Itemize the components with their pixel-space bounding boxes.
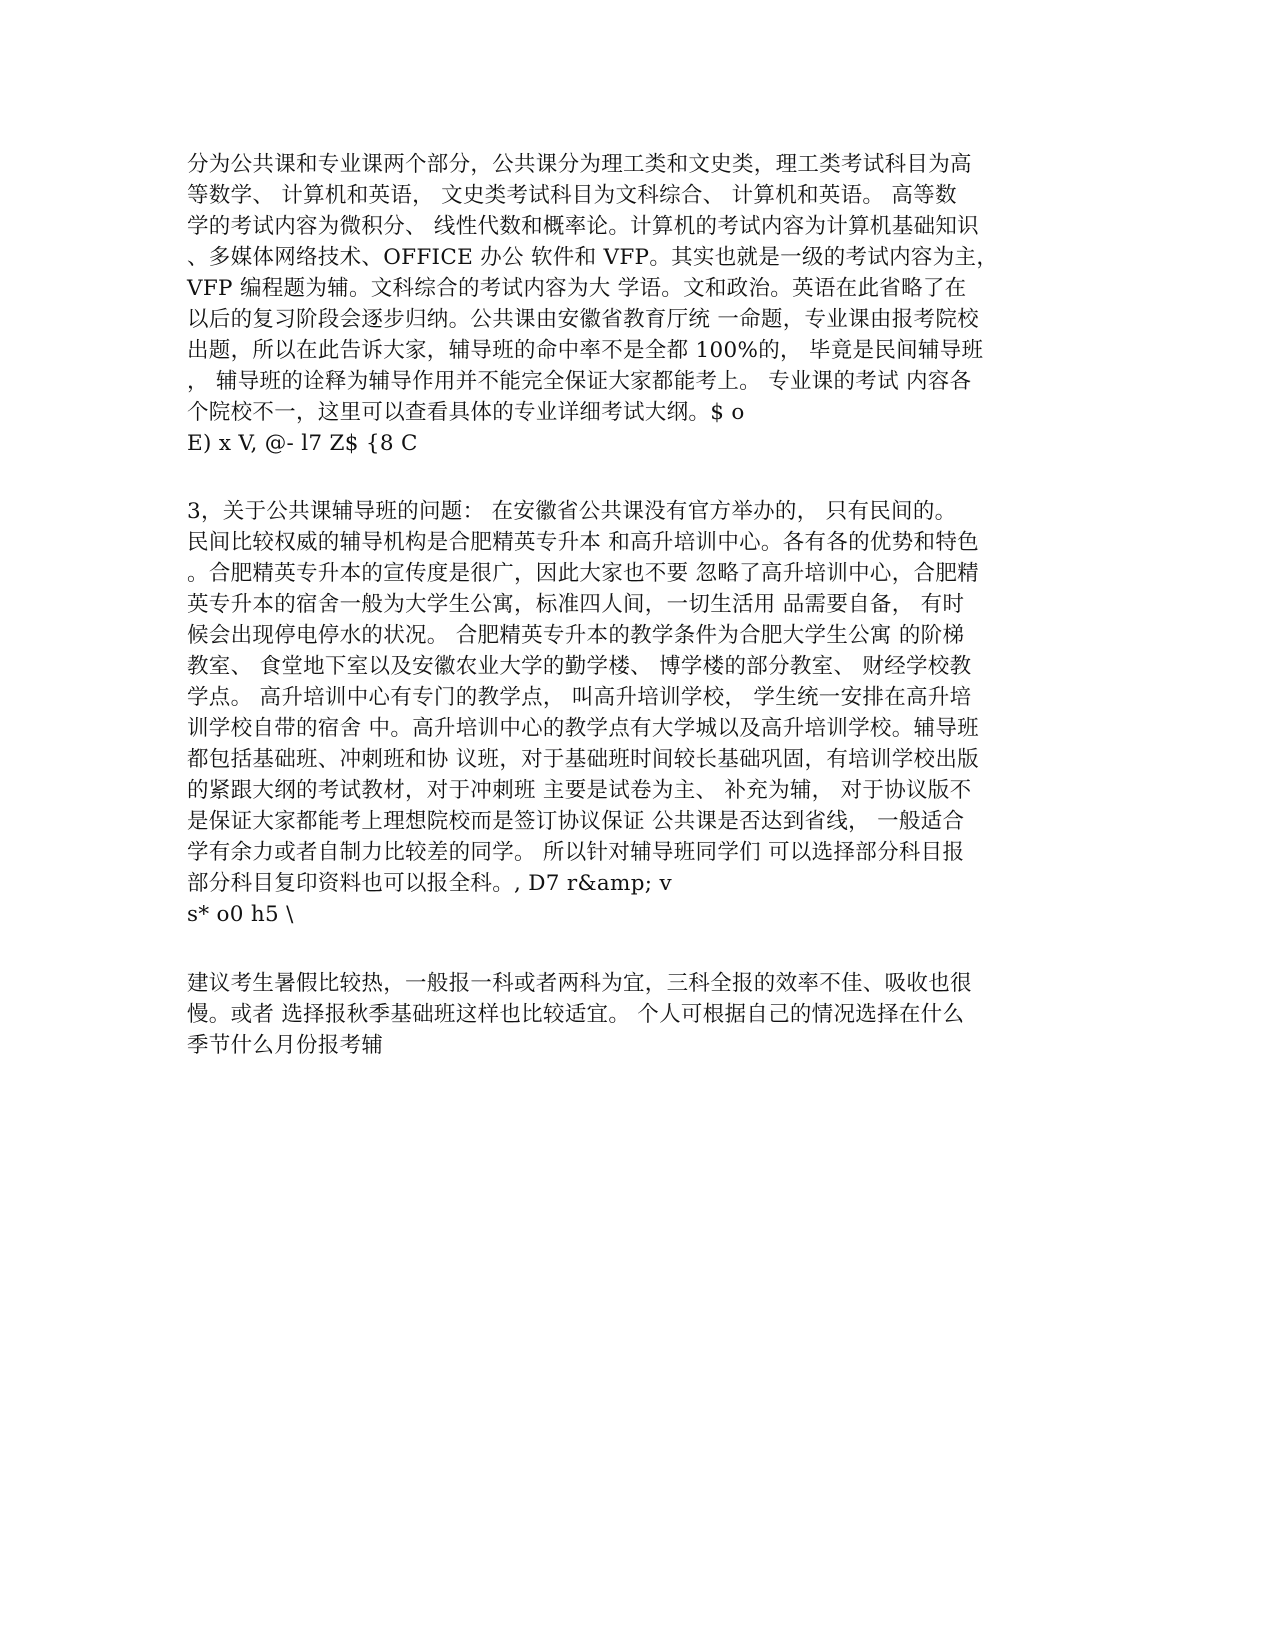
text-line: 建议考生暑假比较热，一般报一科或者两科为宜，三科全报的效率不佳、吸收也很 (187, 971, 972, 996)
text-line: VFP 编程题为辅。文科综合的考试内容为大 学语。文和政治。英语在此省略了在 (187, 276, 967, 301)
text-line: 教室、 食堂地下室以及安徽农业大学的勤学楼、 博学楼的部分教室、 财经学校教 (187, 654, 972, 679)
text-line: 、多媒体网络技术、OFFICE 办公 软件和 VFP。其实也就是一级的考试内容为主， (187, 245, 999, 270)
text-line: 个院校不一，这里可以查看具体的专业详细考试大纲。$ o (187, 400, 745, 425)
text-line: 学点。 高升培训中心有专门的教学点， 叫高升培训学校， 学生统一安排在高升培 (187, 685, 972, 710)
text-line: 季节什么月份报考辅 (187, 1033, 384, 1058)
paragraph-advice (187, 968, 1087, 1061)
text-line: 。合肥精英专升本的宣传度是很广，因此大家也不要 忽略了高升培训中心，合肥精 (187, 561, 979, 586)
paragraph-exam-subjects (187, 149, 1087, 459)
text-line: 学的考试内容为微积分、 线性代数和概率论。计算机的考试内容为计算机基础知识 (187, 214, 979, 239)
text-line: 英专升本的宿舍一般为大学生公寓，标准四人间，一切生活用 品需要自备， 有时 (187, 592, 965, 617)
text-line: s* o0 h5 \ (187, 902, 294, 927)
text-line: 都包括基础班、冲刺班和协 议班，对于基础班时间较长基础巩固，有培训学校出版 (187, 747, 979, 772)
text-line: 分为公共课和专业课两个部分，公共课分为理工类和文史类，理工类考试科目为高 (187, 152, 972, 177)
text-line: 出题，所以在此告诉大家，辅导班的命中率不是全都 100%的， 毕竟是民间辅导班 (187, 338, 984, 363)
text-line: 的紧跟大纲的考试教材，对于冲刺班 主要是试卷为主、 补充为辅， 对于协议版不 (187, 778, 972, 803)
text-line: E) x V, @- l7 Z$ {8 C (187, 431, 418, 456)
text-line: 训学校自带的宿舍 中。高升培训中心的教学点有大学城以及高升培训学校。辅导班 (187, 716, 979, 741)
text-line: 3，关于公共课辅导班的问题： 在安徽省公共课没有官方举办的， 只有民间的。 (187, 499, 957, 524)
text-line: ， 辅导班的诠释为辅导作用并不能完全保证大家都能考上。 专业课的考试 内容各 (187, 369, 972, 394)
text-line: 候会出现停电停水的状况。 合肥精英专升本的教学条件为合肥大学生公寓 的阶梯 (187, 623, 965, 648)
text-line: 慢。或者 选择报秋季基础班这样也比较适宜。 个人可根据自己的情况选择在什么 (187, 1002, 965, 1027)
text-line: 部分科目复印资料也可以报全科。, D7 r&amp; v (187, 871, 672, 896)
text-line: 是保证大家都能考上理想院校而是签订协议保证 公共课是否达到省线， 一般适合 (187, 809, 965, 834)
text-line: 学有余力或者自制力比较差的同学。 所以针对辅导班同学们 可以选择部分科目报 (187, 840, 965, 865)
text-line: 民间比较权威的辅导机构是合肥精英专升本 和高升培训中心。各有各的优势和特色 (187, 530, 979, 555)
paragraph-tutoring-classes (187, 496, 1087, 930)
text-line: 等数学、 计算机和英语， 文史类考试科目为文科综合、 计算机和英语。 高等数 (187, 183, 957, 208)
text-line: 以后的复习阶段会逐步归纳。公共课由安徽省教育厅统 一命题，专业课由报考院校 (187, 307, 979, 332)
